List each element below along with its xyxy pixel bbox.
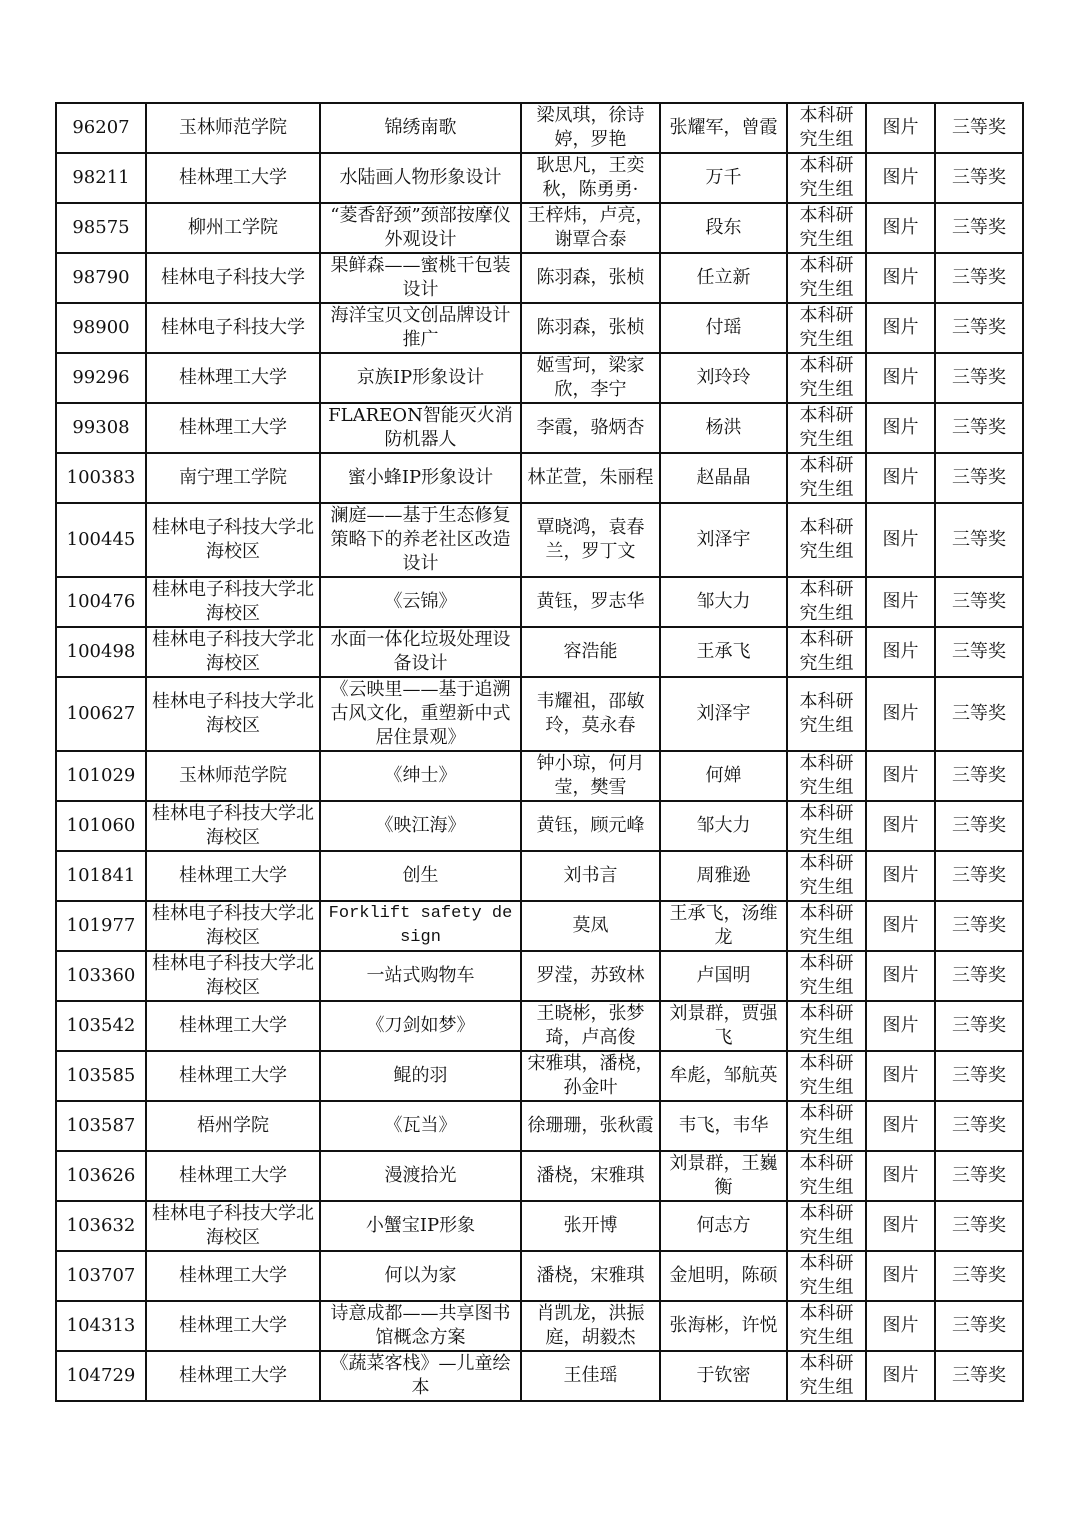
advisors-cell: 杨洪 — [660, 403, 787, 453]
category-cell: 图片 — [866, 627, 935, 677]
table-row — [56, 1301, 1023, 1351]
school-cell: 桂林电子科技大学北海校区 — [146, 577, 320, 627]
entry-id-cell: 104313 — [56, 1301, 146, 1351]
table-row — [56, 353, 1023, 403]
authors-cell: 徐珊珊，张秋霞 — [521, 1101, 660, 1151]
group-cell: 本科研究生组 — [787, 951, 866, 1001]
school-cell: 桂林电子科技大学北海校区 — [146, 627, 320, 677]
school-cell: 桂林理工大学 — [146, 1301, 320, 1351]
school-cell: 南宁理工学院 — [146, 453, 320, 503]
entry-id-cell: 100383 — [56, 453, 146, 503]
award-cell: 三等奖 — [935, 1201, 1023, 1251]
group-cell: 本科研究生组 — [787, 103, 866, 153]
entry-id-cell: 101029 — [56, 751, 146, 801]
category-cell: 图片 — [866, 951, 935, 1001]
advisors-cell: 任立新 — [660, 253, 787, 303]
authors-cell: 李霞，骆炳杏 — [521, 403, 660, 453]
work-title-cell: 《瓦当》 — [320, 1101, 521, 1151]
school-cell: 玉林师范学院 — [146, 103, 320, 153]
category-cell: 图片 — [866, 303, 935, 353]
school-cell: 桂林电子科技大学北海校区 — [146, 1201, 320, 1251]
category-cell: 图片 — [866, 1101, 935, 1151]
work-title-cell: 蜜小蜂IP形象设计 — [320, 453, 521, 503]
category-cell: 图片 — [866, 1051, 935, 1101]
table-row — [56, 1051, 1023, 1101]
school-cell: 桂林理工大学 — [146, 403, 320, 453]
category-cell: 图片 — [866, 153, 935, 203]
table-row — [56, 751, 1023, 801]
school-cell: 桂林理工大学 — [146, 1351, 320, 1401]
category-cell: 图片 — [866, 901, 935, 951]
table-row — [56, 253, 1023, 303]
authors-cell: 钟小琼，何月莹，樊雪 — [521, 751, 660, 801]
group-cell: 本科研究生组 — [787, 503, 866, 577]
group-cell: 本科研究生组 — [787, 253, 866, 303]
advisors-cell: 于钦密 — [660, 1351, 787, 1401]
table-row — [56, 503, 1023, 577]
work-title-cell: 鲲的羽 — [320, 1051, 521, 1101]
work-title-cell: 《云映里——基于追溯古风文化，重塑新中式居住景观》 — [320, 677, 521, 751]
authors-cell: 耿思凡，王奕秋，陈勇勇· — [521, 153, 660, 203]
work-title-cell: 水面一体化垃圾处理设备设计 — [320, 627, 521, 677]
entry-id-cell: 100476 — [56, 577, 146, 627]
advisors-cell: 韦飞，韦华 — [660, 1101, 787, 1151]
table-row — [56, 1201, 1023, 1251]
group-cell: 本科研究生组 — [787, 153, 866, 203]
table-row — [56, 1251, 1023, 1301]
advisors-cell: 赵晶晶 — [660, 453, 787, 503]
entry-id-cell: 103587 — [56, 1101, 146, 1151]
group-cell: 本科研究生组 — [787, 1051, 866, 1101]
advisors-cell: 万千 — [660, 153, 787, 203]
authors-cell: 梁凤琪，徐诗婷，罗艳 — [521, 103, 660, 153]
category-cell: 图片 — [866, 1201, 935, 1251]
work-title-cell: “菱香舒颈”颈部按摩仪外观设计 — [320, 203, 521, 253]
authors-cell: 王佳瑶 — [521, 1351, 660, 1401]
table-row — [56, 951, 1023, 1001]
award-cell: 三等奖 — [935, 801, 1023, 851]
group-cell: 本科研究生组 — [787, 403, 866, 453]
work-title-cell: 锦绣南歌 — [320, 103, 521, 153]
category-cell: 图片 — [866, 203, 935, 253]
table-row — [56, 627, 1023, 677]
entry-id-cell: 100498 — [56, 627, 146, 677]
advisors-cell: 刘景群，贾强飞 — [660, 1001, 787, 1051]
advisors-cell: 刘泽宇 — [660, 503, 787, 577]
entry-id-cell: 99308 — [56, 403, 146, 453]
entry-id-cell: 103542 — [56, 1001, 146, 1051]
group-cell: 本科研究生组 — [787, 1001, 866, 1051]
category-cell: 图片 — [866, 503, 935, 577]
table-row — [56, 1351, 1023, 1401]
school-cell: 桂林电子科技大学北海校区 — [146, 677, 320, 751]
work-title-cell: 京族IP形象设计 — [320, 353, 521, 403]
entry-id-cell: 100445 — [56, 503, 146, 577]
award-cell: 三等奖 — [935, 751, 1023, 801]
advisors-cell: 何志方 — [660, 1201, 787, 1251]
authors-cell: 潘桡，宋雅琪 — [521, 1251, 660, 1301]
authors-cell: 黄钰，罗志华 — [521, 577, 660, 627]
school-cell: 桂林理工大学 — [146, 153, 320, 203]
table-body — [56, 103, 1023, 1401]
advisors-cell: 王承飞，汤维龙 — [660, 901, 787, 951]
award-cell: 三等奖 — [935, 303, 1023, 353]
advisors-cell: 张耀军，曾霞 — [660, 103, 787, 153]
award-cell: 三等奖 — [935, 851, 1023, 901]
authors-cell: 陈羽森，张桢 — [521, 253, 660, 303]
award-cell: 三等奖 — [935, 1351, 1023, 1401]
group-cell: 本科研究生组 — [787, 901, 866, 951]
work-title-cell: 《绅士》 — [320, 751, 521, 801]
award-cell: 三等奖 — [935, 901, 1023, 951]
category-cell: 图片 — [866, 1301, 935, 1351]
authors-cell: 黄钰，顾元峰 — [521, 801, 660, 851]
table-row — [56, 303, 1023, 353]
award-cell: 三等奖 — [935, 951, 1023, 1001]
entry-id-cell: 103360 — [56, 951, 146, 1001]
category-cell: 图片 — [866, 1351, 935, 1401]
entry-id-cell: 101841 — [56, 851, 146, 901]
category-cell: 图片 — [866, 1251, 935, 1301]
entry-id-cell: 101977 — [56, 901, 146, 951]
entry-id-cell: 100627 — [56, 677, 146, 751]
authors-cell: 王晓彬，张梦琦，卢高俊 — [521, 1001, 660, 1051]
award-cell: 三等奖 — [935, 1001, 1023, 1051]
group-cell: 本科研究生组 — [787, 751, 866, 801]
table-row — [56, 453, 1023, 503]
award-cell: 三等奖 — [935, 1301, 1023, 1351]
award-cell: 三等奖 — [935, 1251, 1023, 1301]
work-title-cell: 果鲜森——蜜桃干包装设计 — [320, 253, 521, 303]
school-cell: 桂林电子科技大学 — [146, 253, 320, 303]
school-cell: 桂林理工大学 — [146, 1051, 320, 1101]
category-cell: 图片 — [866, 353, 935, 403]
school-cell: 桂林电子科技大学北海校区 — [146, 503, 320, 577]
authors-cell: 宋雅琪，潘桡，孙金叶 — [521, 1051, 660, 1101]
advisors-cell: 刘泽宇 — [660, 677, 787, 751]
advisors-cell: 段东 — [660, 203, 787, 253]
school-cell: 桂林电子科技大学北海校区 — [146, 901, 320, 951]
advisors-cell: 周雅逊 — [660, 851, 787, 901]
authors-cell: 肖凯龙，洪振庭，胡毅杰 — [521, 1301, 660, 1351]
advisors-cell: 刘玲玲 — [660, 353, 787, 403]
work-title-cell: 《云锦》 — [320, 577, 521, 627]
advisors-cell: 金旭明，陈硕 — [660, 1251, 787, 1301]
advisors-cell: 牟彪，邹航英 — [660, 1051, 787, 1101]
school-cell: 柳州工学院 — [146, 203, 320, 253]
authors-cell: 林芷萱，朱丽程 — [521, 453, 660, 503]
table-row — [56, 901, 1023, 951]
school-cell: 梧州学院 — [146, 1101, 320, 1151]
work-title-cell: 水陆画人物形象设计 — [320, 153, 521, 203]
school-cell: 桂林电子科技大学北海校区 — [146, 951, 320, 1001]
school-cell: 桂林理工大学 — [146, 1151, 320, 1201]
table-row — [56, 801, 1023, 851]
entry-id-cell: 101060 — [56, 801, 146, 851]
table-row — [56, 677, 1023, 751]
award-cell: 三等奖 — [935, 253, 1023, 303]
table-row — [56, 203, 1023, 253]
award-cell: 三等奖 — [935, 403, 1023, 453]
work-title-cell: 《蔬菜客栈》—儿童绘本 — [320, 1351, 521, 1401]
authors-cell: 王梓炜，卢亮，谢覃合泰 — [521, 203, 660, 253]
category-cell: 图片 — [866, 751, 935, 801]
entry-id-cell: 103585 — [56, 1051, 146, 1101]
award-cell: 三等奖 — [935, 103, 1023, 153]
work-title-cell: 澜庭——基于生态修复策略下的养老社区改造设计 — [320, 503, 521, 577]
award-cell: 三等奖 — [935, 577, 1023, 627]
table-row — [56, 1001, 1023, 1051]
award-cell: 三等奖 — [935, 153, 1023, 203]
award-cell: 三等奖 — [935, 353, 1023, 403]
advisors-cell: 刘景群，王巍衡 — [660, 1151, 787, 1201]
authors-cell: 潘桡，宋雅琪 — [521, 1151, 660, 1201]
school-cell: 桂林理工大学 — [146, 1251, 320, 1301]
table-row — [56, 103, 1023, 153]
group-cell: 本科研究生组 — [787, 303, 866, 353]
category-cell: 图片 — [866, 253, 935, 303]
entry-id-cell: 96207 — [56, 103, 146, 153]
work-title-cell: 何以为家 — [320, 1251, 521, 1301]
award-cell: 三等奖 — [935, 677, 1023, 751]
work-title-cell: FLAREON智能灭火消防机器人 — [320, 403, 521, 453]
group-cell: 本科研究生组 — [787, 1301, 866, 1351]
advisors-cell: 王承飞 — [660, 627, 787, 677]
group-cell: 本科研究生组 — [787, 677, 866, 751]
authors-cell: 陈羽森，张桢 — [521, 303, 660, 353]
school-cell: 桂林电子科技大学北海校区 — [146, 801, 320, 851]
group-cell: 本科研究生组 — [787, 453, 866, 503]
group-cell: 本科研究生组 — [787, 1201, 866, 1251]
authors-cell: 容浩能 — [521, 627, 660, 677]
school-cell: 玉林师范学院 — [146, 751, 320, 801]
school-cell: 桂林理工大学 — [146, 851, 320, 901]
group-cell: 本科研究生组 — [787, 851, 866, 901]
work-title-cell: 漫渡拾光 — [320, 1151, 521, 1201]
table-row — [56, 1101, 1023, 1151]
work-title-cell: Forklift safety design — [320, 901, 521, 951]
category-cell: 图片 — [866, 677, 935, 751]
school-cell: 桂林理工大学 — [146, 353, 320, 403]
entry-id-cell: 98790 — [56, 253, 146, 303]
authors-cell: 张开博 — [521, 1201, 660, 1251]
advisors-cell: 何婵 — [660, 751, 787, 801]
group-cell: 本科研究生组 — [787, 353, 866, 403]
award-cell: 三等奖 — [935, 453, 1023, 503]
work-title-cell: 创生 — [320, 851, 521, 901]
category-cell: 图片 — [866, 851, 935, 901]
work-title-cell: 诗意成都——共享图书馆概念方案 — [320, 1301, 521, 1351]
award-results-table — [55, 102, 1024, 1402]
entry-id-cell: 99296 — [56, 353, 146, 403]
authors-cell: 覃晓鸿，袁春兰，罗丁文 — [521, 503, 660, 577]
work-title-cell: 海洋宝贝文创品牌设计推广 — [320, 303, 521, 353]
award-cell: 三等奖 — [935, 1151, 1023, 1201]
authors-cell: 刘书言 — [521, 851, 660, 901]
award-cell: 三等奖 — [935, 1101, 1023, 1151]
category-cell: 图片 — [866, 453, 935, 503]
group-cell: 本科研究生组 — [787, 203, 866, 253]
authors-cell: 姬雪珂，梁家欣，李宁 — [521, 353, 660, 403]
category-cell: 图片 — [866, 103, 935, 153]
category-cell: 图片 — [866, 801, 935, 851]
table-row — [56, 851, 1023, 901]
award-cell: 三等奖 — [935, 203, 1023, 253]
group-cell: 本科研究生组 — [787, 1251, 866, 1301]
advisors-cell: 付瑶 — [660, 303, 787, 353]
authors-cell: 莫凤 — [521, 901, 660, 951]
entry-id-cell: 104729 — [56, 1351, 146, 1401]
award-cell: 三等奖 — [935, 1051, 1023, 1101]
table-row — [56, 577, 1023, 627]
advisors-cell: 卢国明 — [660, 951, 787, 1001]
table-row — [56, 153, 1023, 203]
award-cell: 三等奖 — [935, 503, 1023, 577]
group-cell: 本科研究生组 — [787, 577, 866, 627]
work-title-cell: 一站式购物车 — [320, 951, 521, 1001]
work-title-cell: 小蟹宝IP形象 — [320, 1201, 521, 1251]
advisors-cell: 邹大力 — [660, 577, 787, 627]
category-cell: 图片 — [866, 1151, 935, 1201]
authors-cell: 罗滢，苏致林 — [521, 951, 660, 1001]
entry-id-cell: 98900 — [56, 303, 146, 353]
advisors-cell: 张海彬，许悦 — [660, 1301, 787, 1351]
category-cell: 图片 — [866, 1001, 935, 1051]
table-row — [56, 1151, 1023, 1201]
category-cell: 图片 — [866, 403, 935, 453]
school-cell: 桂林理工大学 — [146, 1001, 320, 1051]
award-cell: 三等奖 — [935, 627, 1023, 677]
entry-id-cell: 98211 — [56, 153, 146, 203]
group-cell: 本科研究生组 — [787, 1351, 866, 1401]
school-cell: 桂林电子科技大学 — [146, 303, 320, 353]
category-cell: 图片 — [866, 577, 935, 627]
authors-cell: 韦耀祖，邵敏玲，莫永春 — [521, 677, 660, 751]
group-cell: 本科研究生组 — [787, 1151, 866, 1201]
entry-id-cell: 103707 — [56, 1251, 146, 1301]
group-cell: 本科研究生组 — [787, 801, 866, 851]
entry-id-cell: 98575 — [56, 203, 146, 253]
work-title-cell: 《刀剑如梦》 — [320, 1001, 521, 1051]
entry-id-cell: 103626 — [56, 1151, 146, 1201]
group-cell: 本科研究生组 — [787, 1101, 866, 1151]
entry-id-cell: 103632 — [56, 1201, 146, 1251]
work-title-cell: 《映江海》 — [320, 801, 521, 851]
group-cell: 本科研究生组 — [787, 627, 866, 677]
table-row — [56, 403, 1023, 453]
advisors-cell: 邹大力 — [660, 801, 787, 851]
